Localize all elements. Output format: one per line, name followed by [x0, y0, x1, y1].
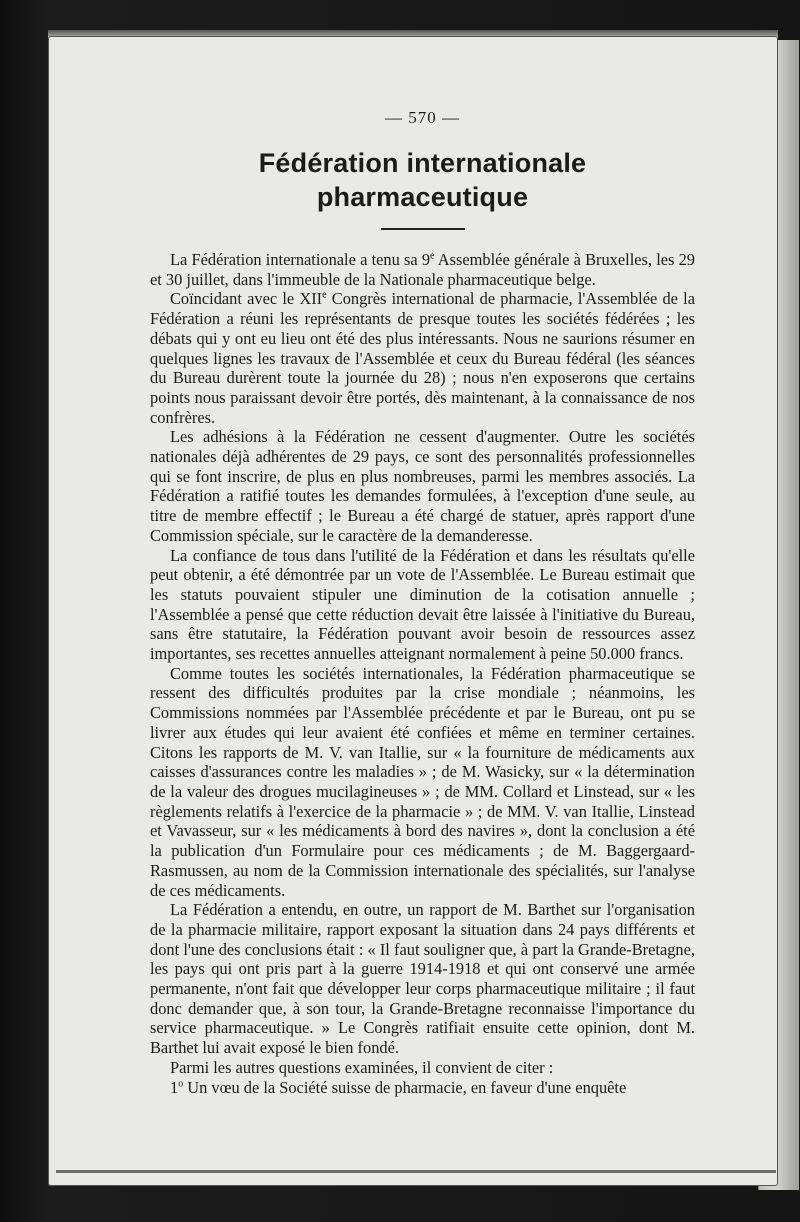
paragraph-8-text-a: 1: [170, 1077, 179, 1097]
title-rule: [381, 228, 465, 230]
paragraph-8-superscript: o: [178, 1078, 184, 1090]
paragraph-4: La confiance de tous dans l'utilité de la Fédération et dans les résultats qu'elle peut obtenir, a été démontrée par un vote de l'Assemblée. Le Bureau estimait que les statuts pouvaient stipuler une diminution de la cotisation annuelle ; l'Assemblée a pensé que cette réduction devait être laissée à l'initiative du Bureau, sans être statutaire, la Fédération pouvant avoir besoin de ressources assez importantes, ses recettes annuelles atteignant normalement à peine 50.000 francs.: [150, 545, 695, 664]
paragraph-8-text-b: Un vœu de la Société suisse de pharmacie, en faveur d'une enquête: [183, 1077, 627, 1097]
paragraph-2-text-b: Congrès international de pharmacie, l'Assemblée de la Fédération a réuni les représentants de presque toutes les sociétés fédérées ; les débats qui y ont eu lieu ont été des plus intéressants. Nous ne saurions résumer en quelques lignes les travaux de l'Assemblée et ceux du Bureau fédéral (les séances du Bureau durèrent toute la journée du 28) ; nous n'en exposerons que certains points nous paraissant devoir être portés, dès maintenant, à la connaissance de nos confrères.: [150, 289, 695, 427]
page-bottom-edge: [56, 1170, 776, 1173]
page-number: — 570 —: [385, 108, 460, 127]
paragraph-6: La Fédération a entendu, en outre, un rapport de M. Barthet sur l'organisation de la pharmacie militaire, rapport exposant la situation dans 24 pays différents et dont l'une des conclusions était : « Il faut souligner que, à part la Grande-Bretagne, les pays qui ont pris part à la guerre 1914-1918 et qui ont conservé une armée permanente, n'ont fait que développer leur corps pharmaceutique militaire ; il faut donc demander que, à son tour, la Grande-Bretagne reconnaisse l'importance du service pharmaceutique. » Le Congrès ratifiait ensuite cette opinion, dont M. Barthet lui avait exposé le bien fondé.: [150, 900, 695, 1058]
paragraph-1-text-a: La Fédération internationale a tenu sa 9: [170, 250, 431, 269]
paragraph-1: [150, 250, 695, 289]
paragraph-8: [150, 1078, 695, 1098]
paragraph-3: Les adhésions à la Fédération ne cessent d'augmenter. Outre les sociétés nationales déjà adhérentes de 29 pays, ce sont des personnalités professionnelles qui se font inscrire, de plus en plus nombreuses, parmi les membres associés. La Fédération a ratifié toutes les demandes formulées, à l'exception d'une seule, au titre de membre effectif ; le Bureau a été chargé de statuer, après rapport d'une Commission spéciale, sur le caractère de la demanderesse.: [150, 427, 695, 545]
paragraph-2-text-a: Coïncidant avec le XII: [170, 289, 323, 309]
paragraph-1-text-b: Assemblée générale à Bruxelles, les 29 et 30 juillet, dans l'immeuble de la Nationale pharmaceutique belge.: [150, 250, 696, 289]
paragraph-2-superscript: e: [322, 289, 327, 301]
page-title: Fédération internationale pharmaceutique: [258, 148, 587, 212]
article-body: [150, 250, 695, 1097]
page-content: [150, 108, 695, 1097]
paragraph-5: Comme toutes les sociétés internationales, la Fédération pharmaceutique se ressent des difficultés produites par la crise mondiale ; néanmoins, les Commissions nommées par l'Assemblée précédente et par le Bureau, ont pu se livrer aux études qui leur avaient été confiées et même en terminer certaines. Citons les rapports de M. V. van Itallie, sur « la fourniture de médicaments aux caisses d'assurances contre les maladies » ; de M. Wasicky, sur « la détermination de la valeur des drogues mucilagineuses » ; de MM. Collard et Linstead, sur « les règlements relatifs à l'exercice de la pharmacie » ; de MM. V. van Itallie, Linstead et Vavasseur, sur « les médicaments à bord des navires », dont la conclusion a été la publication d'un Formulaire pour ces médicaments ; de M. Baggergaard-Rasmussen, au nom de la Commission internationale des spécialités, sur l'analyse de ces médicaments.: [150, 663, 695, 900]
paragraph-1-superscript: e: [430, 250, 435, 262]
paragraph-2: [150, 289, 695, 427]
paragraph-7: Parmi les autres questions examinées, il convient de citer :: [170, 1057, 554, 1077]
